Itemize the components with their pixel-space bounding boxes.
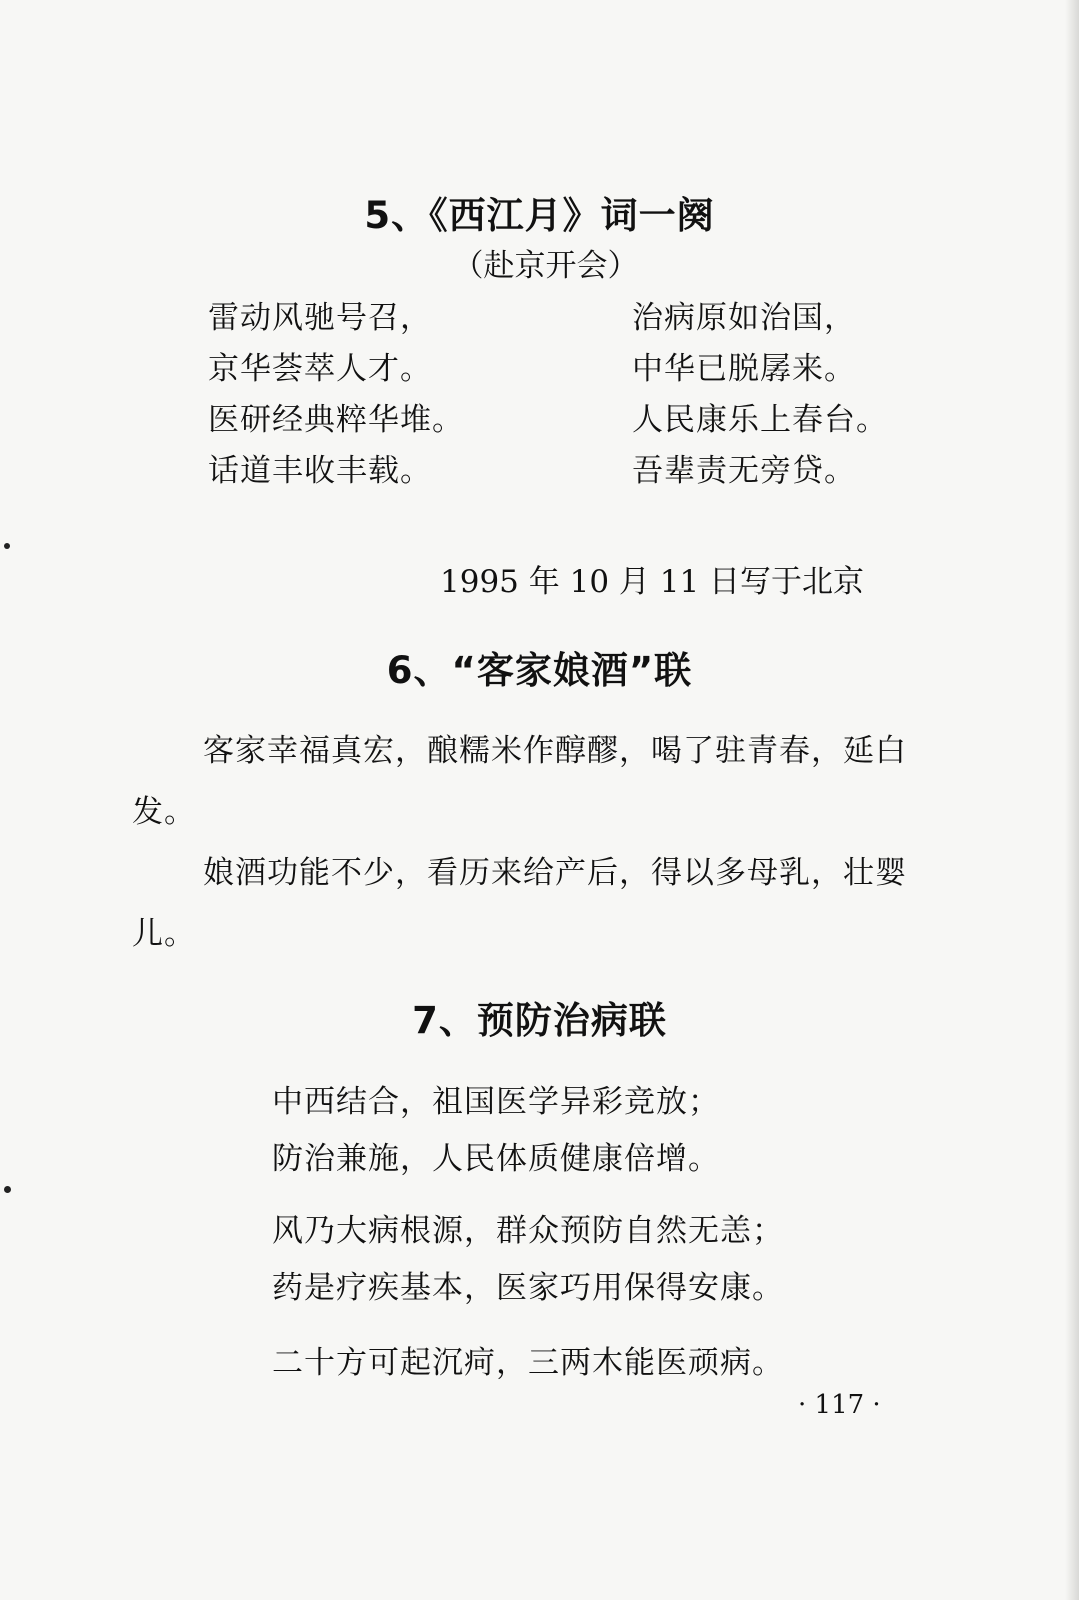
section7-title: 7、预防治病联 <box>412 999 667 1042</box>
couplet-line: 中西结合，祖国医学异彩竞放； <box>272 1084 720 1120</box>
poem-right-line: 吾辈责无旁贷。 <box>632 453 856 489</box>
couplet-line: 发。 <box>132 794 196 830</box>
scan-speck <box>4 543 10 549</box>
section5-title: 5、《西江月》词一阕 <box>364 194 715 237</box>
poem-left-line: 雷动风驰号召， <box>208 300 432 336</box>
couplet-line: 风乃大病根源，群众预防自然无恙； <box>272 1213 784 1249</box>
couplet-line: 客家幸福真宏，酿糯米作醇醪，喝了驻青春，延白 <box>203 733 907 769</box>
poem-left-line: 话道丰收丰载。 <box>208 453 432 489</box>
couplet-line: 娘酒功能不少，看历来给产后，得以多母乳，壮婴 <box>203 855 907 891</box>
couplet-line: 防治兼施，人民体质健康倍增。 <box>272 1141 720 1177</box>
section6-title: 6、“客家娘酒”联 <box>386 649 693 692</box>
poem-right-line: 治病原如治国， <box>632 300 856 336</box>
page-number: · 117 · <box>798 1390 881 1420</box>
couplet-line: 儿。 <box>132 916 196 952</box>
section5-date: 1995 年 10 月 11 日写于北京 <box>440 564 865 600</box>
poem-right-line: 中华已脱孱来。 <box>632 351 856 387</box>
poem-left-line: 京华荟萃人才。 <box>208 351 432 387</box>
couplet-line: 二十方可起沉疴，三两木能医顽病。 <box>272 1345 784 1381</box>
poem-right-line: 人民康乐上春台。 <box>632 402 888 438</box>
section5-subtitle: （赴京开会） <box>452 248 639 284</box>
poem-left-line: 医研经典粹华堆。 <box>208 402 464 438</box>
scan-speck <box>4 1186 11 1193</box>
couplet-line: 药是疗疾基本，医家巧用保得安康。 <box>272 1270 784 1306</box>
